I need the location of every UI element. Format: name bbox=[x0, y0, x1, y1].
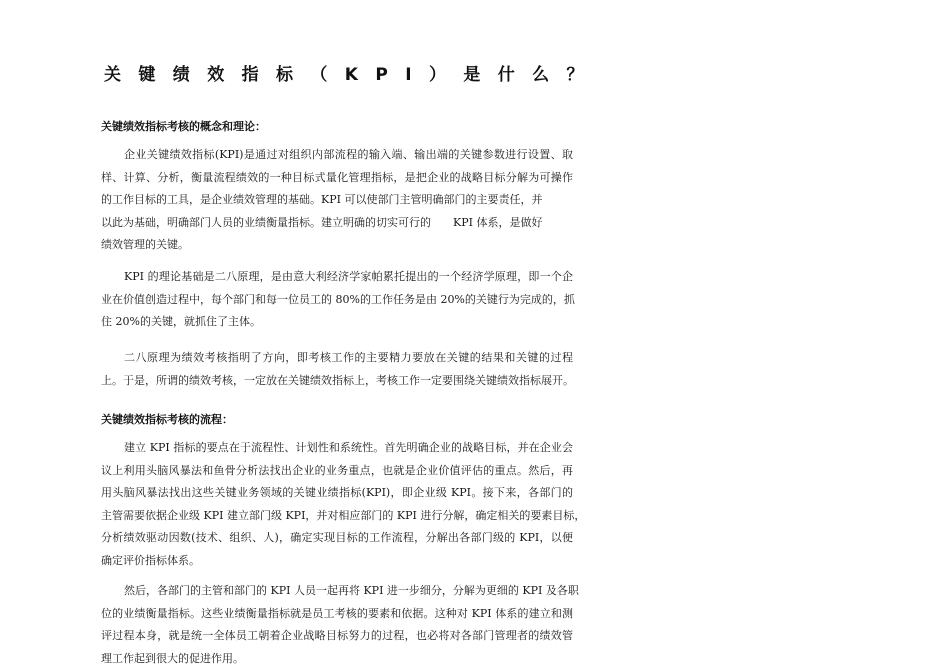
paragraph-line: 位的业绩衡量指标。这些业绩衡量指标就是员工考核的要素和依据。这种对 KPI 体系的建立和测 bbox=[101, 606, 573, 620]
paragraph-pareto-principle bbox=[101, 347, 573, 392]
paragraph-kpi-process bbox=[101, 437, 586, 573]
paragraph-line: 理工作起到很大的促进作用。 bbox=[101, 651, 244, 665]
paragraph-kpi-definition bbox=[101, 144, 573, 257]
paragraph-kpi-theory bbox=[101, 266, 573, 334]
paragraph-line: 评过程本身，就是统一全体员工朝着企业战略目标努力的过程，也必将对各部门管理者的绩效管 bbox=[101, 629, 573, 643]
paragraph-line: 主管需要依据企业级 KPI 建立部门级 KPI，并对相应部门的 KPI 进行分解，确定相关的要素目标， bbox=[101, 508, 586, 522]
paragraph-line: 绩效管理的关键。 bbox=[101, 238, 189, 252]
paragraph-line: 企业关键绩效指标(KPI)是通过对组织内部流程的输入端、输出端的关键参数进行设置、取 bbox=[124, 148, 573, 161]
paragraph-line: 二八原理为绩效考核指明了方向，即考核工作的主要精力要放在关键的结果和关键的过程 bbox=[124, 351, 573, 364]
paragraph-line: 议上利用头脑风暴法和鱼骨分析法找出企业的业务重点，也就是企业价值评估的重点。然后，再 bbox=[101, 463, 573, 477]
paragraph-line: 住 20%的关键，就抓住了主体。 bbox=[101, 315, 261, 329]
paragraph-line: 然后，各部门的主管和部门的 KPI 人员一起再将 KPI 进一步细分，分解为更细的 KPI 及各职 bbox=[124, 584, 579, 597]
paragraph-line: 样、计算、分析，衡量流程绩效的一种目标式量化管理指标，是把企业的战略目标分解为可操作 bbox=[101, 170, 573, 184]
paragraph-line: 以此为基础，明确部门人员的业绩衡量指标。建立明确的切实可行的 KPI 体系，是做好 bbox=[101, 215, 543, 229]
paragraph-line: 确定评价指标体系。 bbox=[101, 553, 200, 567]
paragraph-line: 分析绩效驱动因数(技术、组织、人)，确定实现目标的工作流程，分解出各部门级的 KPI，以便 bbox=[101, 531, 573, 545]
document-title: 关键绩效指标（KPI）是什么？ bbox=[104, 65, 601, 85]
paragraph-line: 上。于是，所谓的绩效考核，一定放在关键绩效指标上，考核工作一定要围绕关键绩效指标展开。 bbox=[101, 373, 574, 387]
section-heading-concept: 关键绩效指标考核的概念和理论： bbox=[101, 120, 266, 133]
paragraph-line: 的工作目标的工具，是企业绩效管理的基础。KPI 可以使部门主管明确部门的主要责任，并 bbox=[101, 193, 543, 207]
section-heading-process: 关键绩效指标考核的流程： bbox=[101, 413, 233, 426]
paragraph-kpi-breakdown bbox=[101, 580, 579, 670]
paragraph-line: 用头脑风暴法找出这些关键业务领域的关键业绩指标(KPI)，即企业级 KPI。接下来，各部门的 bbox=[101, 486, 573, 500]
paragraph-line: KPI 的理论基础是二八原理，是由意大利经济学家帕累托提出的一个经济学原理，即一个企 bbox=[124, 270, 573, 283]
paragraph-line: 业在价值创造过程中，每个部门和每一位员工的 80%的工作任务是由 20%的关键行为完成的，抓 bbox=[101, 292, 575, 306]
paragraph-line: 建立 KPI 指标的要点在于流程性、计划性和系统性。首先明确企业的战略目标，并在企业会 bbox=[124, 441, 573, 454]
